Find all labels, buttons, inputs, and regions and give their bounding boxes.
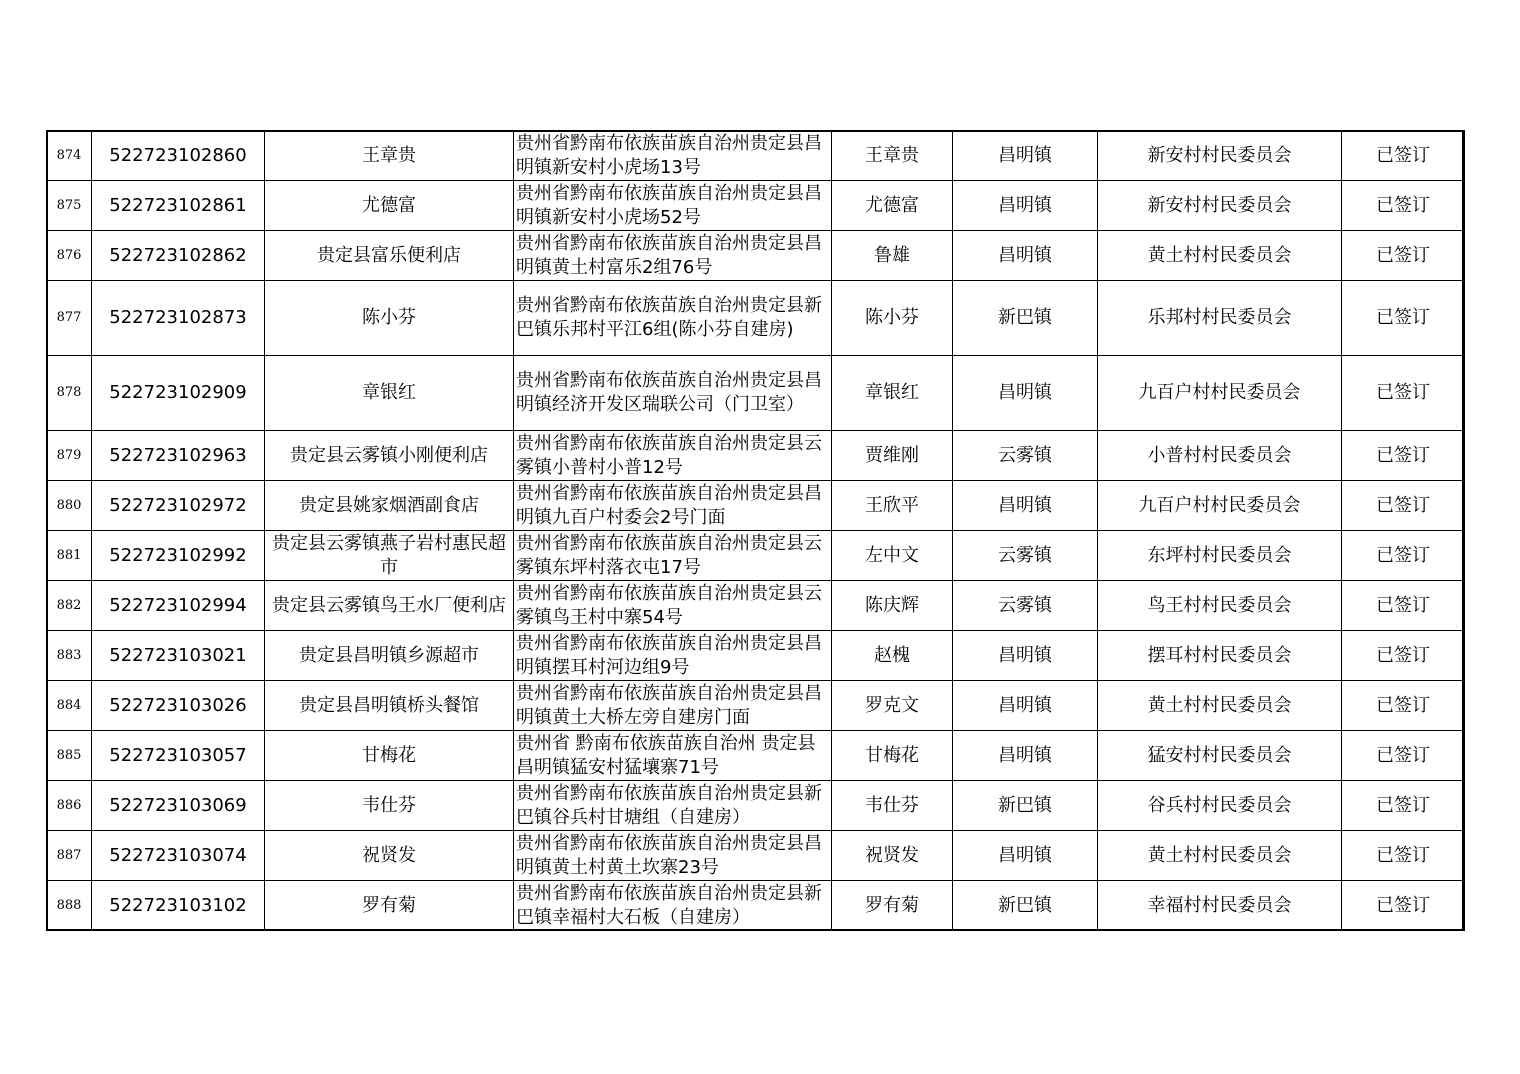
row-number-cell: 885 [47,731,92,781]
contact-person-cell: 韦仕芬 [832,781,953,831]
address-cell: 贵州省黔南布依族苗族自治州贵定县昌明镇黄土大桥左旁自建房门面 [514,681,832,731]
row-number-cell: 880 [47,481,92,531]
entity-name-cell: 祝贤发 [265,831,514,881]
address-cell: 贵州省黔南布依族苗族自治州贵定县昌明镇经济开发区瑞联公司（门卫室） [514,356,832,431]
row-number-cell: 878 [47,356,92,431]
address-cell: 贵州省黔南布依族苗族自治州贵定县云雾镇小普村小普12号 [514,431,832,481]
entity-code-cell: 522723103069 [92,781,265,831]
address-cell: 贵州省黔南布依族苗族自治州贵定县云雾镇东坪村落衣屯17号 [514,531,832,581]
table-body [47,131,1465,931]
table-row [47,681,1465,731]
contact-person-cell: 尤德富 [832,181,953,231]
address-cell: 贵州省 黔南布依族苗族自治州 贵定县昌明镇猛安村猛壤寨71号 [514,731,832,781]
contact-person-cell: 贾维刚 [832,431,953,481]
town-cell: 云雾镇 [953,581,1098,631]
status-cell: 已签订 [1342,231,1465,281]
village-committee-cell: 黄土村村民委员会 [1098,831,1342,881]
contact-person-cell: 鲁雄 [832,231,953,281]
entity-code-cell: 522723102861 [92,181,265,231]
town-cell: 昌明镇 [953,131,1098,181]
entity-name-cell: 王章贵 [265,131,514,181]
status-cell: 已签订 [1342,681,1465,731]
status-cell: 已签订 [1342,831,1465,881]
town-cell: 昌明镇 [953,731,1098,781]
entity-code-cell: 522723103074 [92,831,265,881]
entity-code-cell: 522723102994 [92,581,265,631]
address-cell: 贵州省黔南布依族苗族自治州贵定县昌明镇九百户村委会2号门面 [514,481,832,531]
table-row [47,281,1465,356]
village-committee-cell: 东坪村村民委员会 [1098,531,1342,581]
town-cell: 云雾镇 [953,531,1098,581]
status-cell: 已签订 [1342,581,1465,631]
entity-name-cell: 贵定县昌明镇桥头餐馆 [265,681,514,731]
entity-name-cell: 罗有菊 [265,881,514,931]
entity-name-cell: 贵定县云雾镇小刚便利店 [265,431,514,481]
table-row [47,781,1465,831]
town-cell: 新巴镇 [953,281,1098,356]
town-cell: 云雾镇 [953,431,1098,481]
contact-person-cell: 罗有菊 [832,881,953,931]
entity-code-cell: 522723102963 [92,431,265,481]
row-number-cell: 879 [47,431,92,481]
row-number-cell: 883 [47,631,92,681]
row-number-cell: 888 [47,881,92,931]
address-cell: 贵州省黔南布依族苗族自治州贵定县昌明镇摆耳村河边组9号 [514,631,832,681]
table-row [47,356,1465,431]
row-number-cell: 886 [47,781,92,831]
entity-code-cell: 522723102992 [92,531,265,581]
entity-code-cell: 522723102873 [92,281,265,356]
status-cell: 已签订 [1342,356,1465,431]
status-cell: 已签订 [1342,631,1465,681]
town-cell: 昌明镇 [953,481,1098,531]
row-number-cell: 881 [47,531,92,581]
address-cell: 贵州省黔南布依族苗族自治州贵定县昌明镇新安村小虎场13号 [514,131,832,181]
contact-person-cell: 陈小芬 [832,281,953,356]
village-committee-cell: 小普村村民委员会 [1098,431,1342,481]
contact-person-cell: 王欣平 [832,481,953,531]
village-committee-cell: 猛安村村民委员会 [1098,731,1342,781]
contact-person-cell: 左中文 [832,531,953,581]
town-cell: 昌明镇 [953,181,1098,231]
entity-name-cell: 甘梅花 [265,731,514,781]
contact-person-cell: 甘梅花 [832,731,953,781]
row-number-cell: 875 [47,181,92,231]
row-number-cell: 884 [47,681,92,731]
registry-table [46,130,1465,931]
entity-name-cell: 陈小芬 [265,281,514,356]
status-cell: 已签订 [1342,531,1465,581]
contact-person-cell: 罗克文 [832,681,953,731]
village-committee-cell: 幸福村村民委员会 [1098,881,1342,931]
entity-name-cell: 章银红 [265,356,514,431]
contact-person-cell: 赵槐 [832,631,953,681]
status-cell: 已签订 [1342,781,1465,831]
village-committee-cell: 乐邦村村民委员会 [1098,281,1342,356]
village-committee-cell: 鸟王村村民委员会 [1098,581,1342,631]
entity-name-cell: 韦仕芬 [265,781,514,831]
village-committee-cell: 新安村村民委员会 [1098,131,1342,181]
village-committee-cell: 新安村村民委员会 [1098,181,1342,231]
row-number-cell: 876 [47,231,92,281]
table-row [47,431,1465,481]
contact-person-cell: 王章贵 [832,131,953,181]
status-cell: 已签订 [1342,131,1465,181]
address-cell: 贵州省黔南布依族苗族自治州贵定县昌明镇新安村小虎场52号 [514,181,832,231]
entity-code-cell: 522723102972 [92,481,265,531]
table-row [47,481,1465,531]
village-committee-cell: 黄土村村民委员会 [1098,681,1342,731]
status-cell: 已签订 [1342,281,1465,356]
table-row [47,231,1465,281]
contact-person-cell: 章银红 [832,356,953,431]
table-row [47,831,1465,881]
entity-name-cell: 贵定县云雾镇鸟王水厂便利店 [265,581,514,631]
status-cell: 已签订 [1342,431,1465,481]
village-committee-cell: 摆耳村村民委员会 [1098,631,1342,681]
town-cell: 新巴镇 [953,881,1098,931]
status-cell: 已签订 [1342,881,1465,931]
town-cell: 昌明镇 [953,231,1098,281]
entity-name-cell: 尤德富 [265,181,514,231]
entity-name-cell: 贵定县富乐便利店 [265,231,514,281]
contact-person-cell: 陈庆辉 [832,581,953,631]
address-cell: 贵州省黔南布依族苗族自治州贵定县云雾镇鸟王村中寨54号 [514,581,832,631]
contact-person-cell: 祝贤发 [832,831,953,881]
entity-code-cell: 522723102909 [92,356,265,431]
row-number-cell: 874 [47,131,92,181]
address-cell: 贵州省黔南布依族苗族自治州贵定县昌明镇黄土村黄土坎寨23号 [514,831,832,881]
table-row [47,731,1465,781]
address-cell: 贵州省黔南布依族苗族自治州贵定县新巴镇谷兵村甘塘组（自建房） [514,781,832,831]
entity-code-cell: 522723103026 [92,681,265,731]
row-number-cell: 877 [47,281,92,356]
status-cell: 已签订 [1342,731,1465,781]
entity-code-cell: 522723102860 [92,131,265,181]
address-cell: 贵州省黔南布依族苗族自治州贵定县新巴镇幸福村大石板（自建房） [514,881,832,931]
town-cell: 新巴镇 [953,781,1098,831]
table-row [47,181,1465,231]
status-cell: 已签订 [1342,181,1465,231]
village-committee-cell: 九百户村村民委员会 [1098,481,1342,531]
table-row [47,581,1465,631]
status-cell: 已签订 [1342,481,1465,531]
address-cell: 贵州省黔南布依族苗族自治州贵定县昌明镇黄土村富乐2组76号 [514,231,832,281]
village-committee-cell: 谷兵村村民委员会 [1098,781,1342,831]
entity-name-cell: 贵定县姚家烟酒副食店 [265,481,514,531]
entity-code-cell: 522723103021 [92,631,265,681]
table-row [47,131,1465,181]
village-committee-cell: 黄土村村民委员会 [1098,231,1342,281]
row-number-cell: 887 [47,831,92,881]
table-row [47,531,1465,581]
town-cell: 昌明镇 [953,631,1098,681]
entity-code-cell: 522723102862 [92,231,265,281]
address-cell: 贵州省黔南布依族苗族自治州贵定县新巴镇乐邦村平江6组(陈小芬自建房) [514,281,832,356]
entity-name-cell: 贵定县云雾镇燕子岩村惠民超市 [265,531,514,581]
village-committee-cell: 九百户村村民委员会 [1098,356,1342,431]
town-cell: 昌明镇 [953,681,1098,731]
table-row [47,631,1465,681]
entity-name-cell: 贵定县昌明镇乡源超市 [265,631,514,681]
town-cell: 昌明镇 [953,831,1098,881]
table-row [47,881,1465,931]
town-cell: 昌明镇 [953,356,1098,431]
entity-code-cell: 522723103057 [92,731,265,781]
row-number-cell: 882 [47,581,92,631]
entity-code-cell: 522723103102 [92,881,265,931]
